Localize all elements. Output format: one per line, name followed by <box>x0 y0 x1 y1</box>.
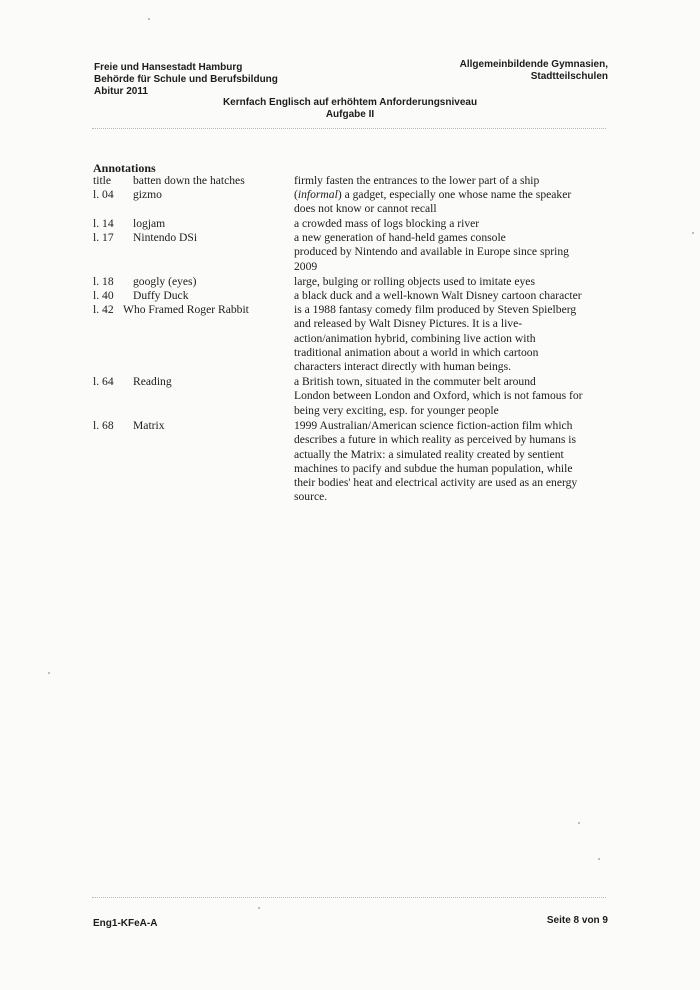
annotation-definition <box>294 217 606 231</box>
header-authority: Freie und Hansestadt Hamburg <box>94 62 243 73</box>
annotation-term: logjam <box>133 217 166 230</box>
annotation-term: Duffy Duck <box>133 289 189 302</box>
definition-line: does not know or cannot recall <box>294 202 437 216</box>
annotation-term: Matrix <box>133 419 165 432</box>
annotation-ref: l. 18 <box>93 275 114 288</box>
header-department: Behörde für Schule und Berufsbildung <box>94 74 278 85</box>
definition-line: a British town, situated in the commuter belt around <box>294 375 536 388</box>
annotation-definition <box>294 419 606 505</box>
annotation-term: googly (eyes) <box>133 275 197 288</box>
scan-speck <box>692 232 694 234</box>
header-exam: Abitur 2011 <box>94 86 148 97</box>
annotation-ref: l. 14 <box>93 217 114 230</box>
header-task: Aufgabe II <box>325 109 375 120</box>
annotation-definition <box>294 174 606 188</box>
definition-line: a new generation of hand-held games console <box>294 231 506 244</box>
header-course: Kernfach Englisch auf erhöhtem Anforderungsniveau <box>222 97 478 108</box>
definition-line: their bodies' heat and electrical activity are used as an energy <box>294 476 578 490</box>
definition-line: is a 1988 fantasy comedy film produced by Steven Spielberg <box>294 303 577 316</box>
definition-line: traditional animation about a world in which cartoon <box>294 345 539 359</box>
definition-line: 1999 Australian/American science fiction-action film which <box>294 419 573 432</box>
definition-line: produced by Nintendo and available in Europe since spring <box>294 245 569 259</box>
scan-speck <box>148 18 150 20</box>
definition-line: a black duck and a well-known Walt Disney cartoon character <box>294 289 582 302</box>
definition-line: and released by Walt Disney Pictures. It is a live- <box>294 317 523 331</box>
definition-line: machines to pacify and subdue the human population, while <box>294 461 573 475</box>
definition-line: actually the Matrix: a simulated reality created by sentient <box>294 447 564 461</box>
definition-line: a crowded mass of logs blocking a river <box>294 217 480 230</box>
scan-speck <box>598 858 600 860</box>
definition-line: firmly fasten the entrances to the lower part of a ship <box>294 174 540 187</box>
annotation-ref: l. 17 <box>93 231 114 244</box>
annotations-heading: Annotations <box>93 161 156 175</box>
annotation-definition <box>294 231 606 274</box>
annotation-term: Nintendo DSi <box>133 231 198 244</box>
footer-code: Eng1-KFeA-A <box>93 918 158 929</box>
definition-line: London between London and Oxford, which is not famous for <box>294 389 583 403</box>
annotation-definition <box>294 303 606 374</box>
annotation-term: Reading <box>133 375 172 388</box>
header-right <box>460 59 608 83</box>
annotation-definition <box>294 275 606 289</box>
header-school-type-2: Stadtteilschulen <box>530 71 608 82</box>
footer-divider <box>92 897 606 898</box>
header-center <box>200 97 500 121</box>
annotation-term: batten down the hatches <box>133 174 245 187</box>
definition-line: large, bulging or rolling objects used to imitate eyes <box>294 275 535 288</box>
annotation-definition <box>294 375 606 418</box>
annotation-ref: title <box>93 174 112 187</box>
scan-speck <box>258 907 260 909</box>
definition-text: ) a gadget, especially one whose name the speaker <box>337 188 572 201</box>
definition-line: 2009 <box>294 259 318 273</box>
annotation-ref: l. 40 <box>93 289 114 302</box>
annotation-definition <box>294 289 606 303</box>
header-left <box>94 62 278 98</box>
scan-speck <box>578 822 580 824</box>
annotation-ref: l. 04 <box>93 188 114 201</box>
definition-line: being very exciting, esp. for younger people <box>294 403 499 417</box>
header-school-type: Allgemeinbildende Gymnasien, <box>459 59 608 70</box>
italic-label: informal <box>297 188 338 201</box>
annotation-definition <box>294 188 606 217</box>
header-divider <box>92 128 606 129</box>
definition-line: describes a future in which reality as perceived by humans is <box>294 433 577 447</box>
scan-speck <box>48 672 50 674</box>
annotation-ref: l. 64 <box>93 375 114 388</box>
definition-line: action/animation hybrid, combining live action with <box>294 331 536 345</box>
annotation-term: Who Framed Roger Rabbit <box>123 303 249 316</box>
annotation-term: gizmo <box>133 188 162 201</box>
annotation-ref: l. 42 <box>93 303 114 316</box>
definition-line: source. <box>294 490 328 504</box>
definition-line: (informal) a gadget, especially one whose name the speaker <box>294 188 572 201</box>
definition-line: characters interact directly with human beings. <box>294 360 511 374</box>
page-number: Seite 8 von 9 <box>546 915 608 926</box>
annotation-ref: l. 68 <box>93 419 114 432</box>
